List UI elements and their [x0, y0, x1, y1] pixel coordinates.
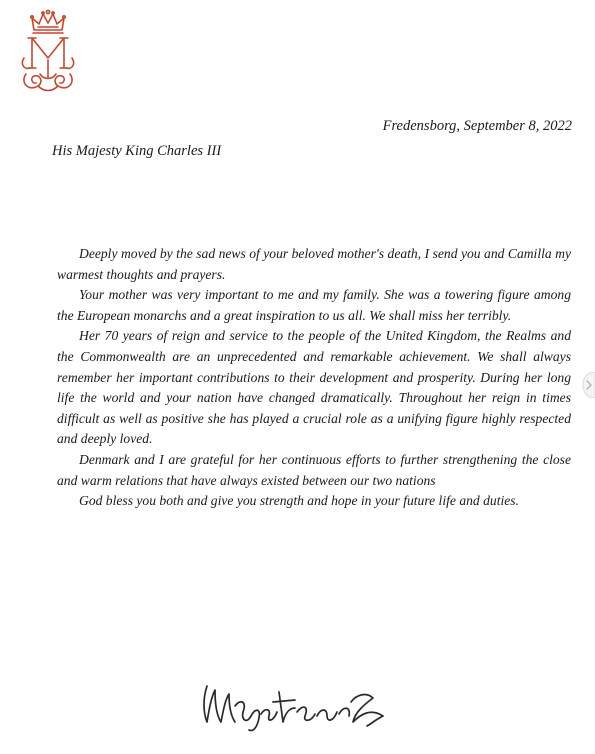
paragraph: God bless you both and give you strength and hope in your future life and duties.: [79, 493, 519, 509]
place-date-line: Fredensborg, September 8, 2022: [382, 118, 572, 134]
paragraph: Her 70 years of reign and service to the people of the United Kingdom, the Realms and the Commonwealth are an unprecedented and remarkable achievement. We shall always remember her important contributions to their development and prosperity. During her long life the world and your nation have changed dramatically. Throughout her reign in times difficult as well as positive she has played a crucial role as a unifying figure highly respected and deeply loved.: [57, 328, 571, 447]
recipient-line: His Majesty King Charles III: [52, 143, 222, 159]
paragraph: Deeply moved by the sad news of your beloved mother's death, I send you and Camilla my warmest thoughts and prayers.: [57, 246, 571, 282]
letter-body: [57, 244, 571, 512]
handwritten-signature-icon: [195, 672, 410, 734]
paragraph: Your mother was very important to me and my family. She was a towering figure among the European monarchs and a great inspiration to us all. We shall miss her terribly.: [57, 287, 571, 323]
chevron-right-icon[interactable]: [581, 372, 595, 398]
paragraph: Denmark and I are grateful for her continuous efforts to further strengthening the close and warm relations that have always existed between our two nations: [57, 451, 571, 488]
royal-crown-monogram-icon: [18, 8, 78, 94]
